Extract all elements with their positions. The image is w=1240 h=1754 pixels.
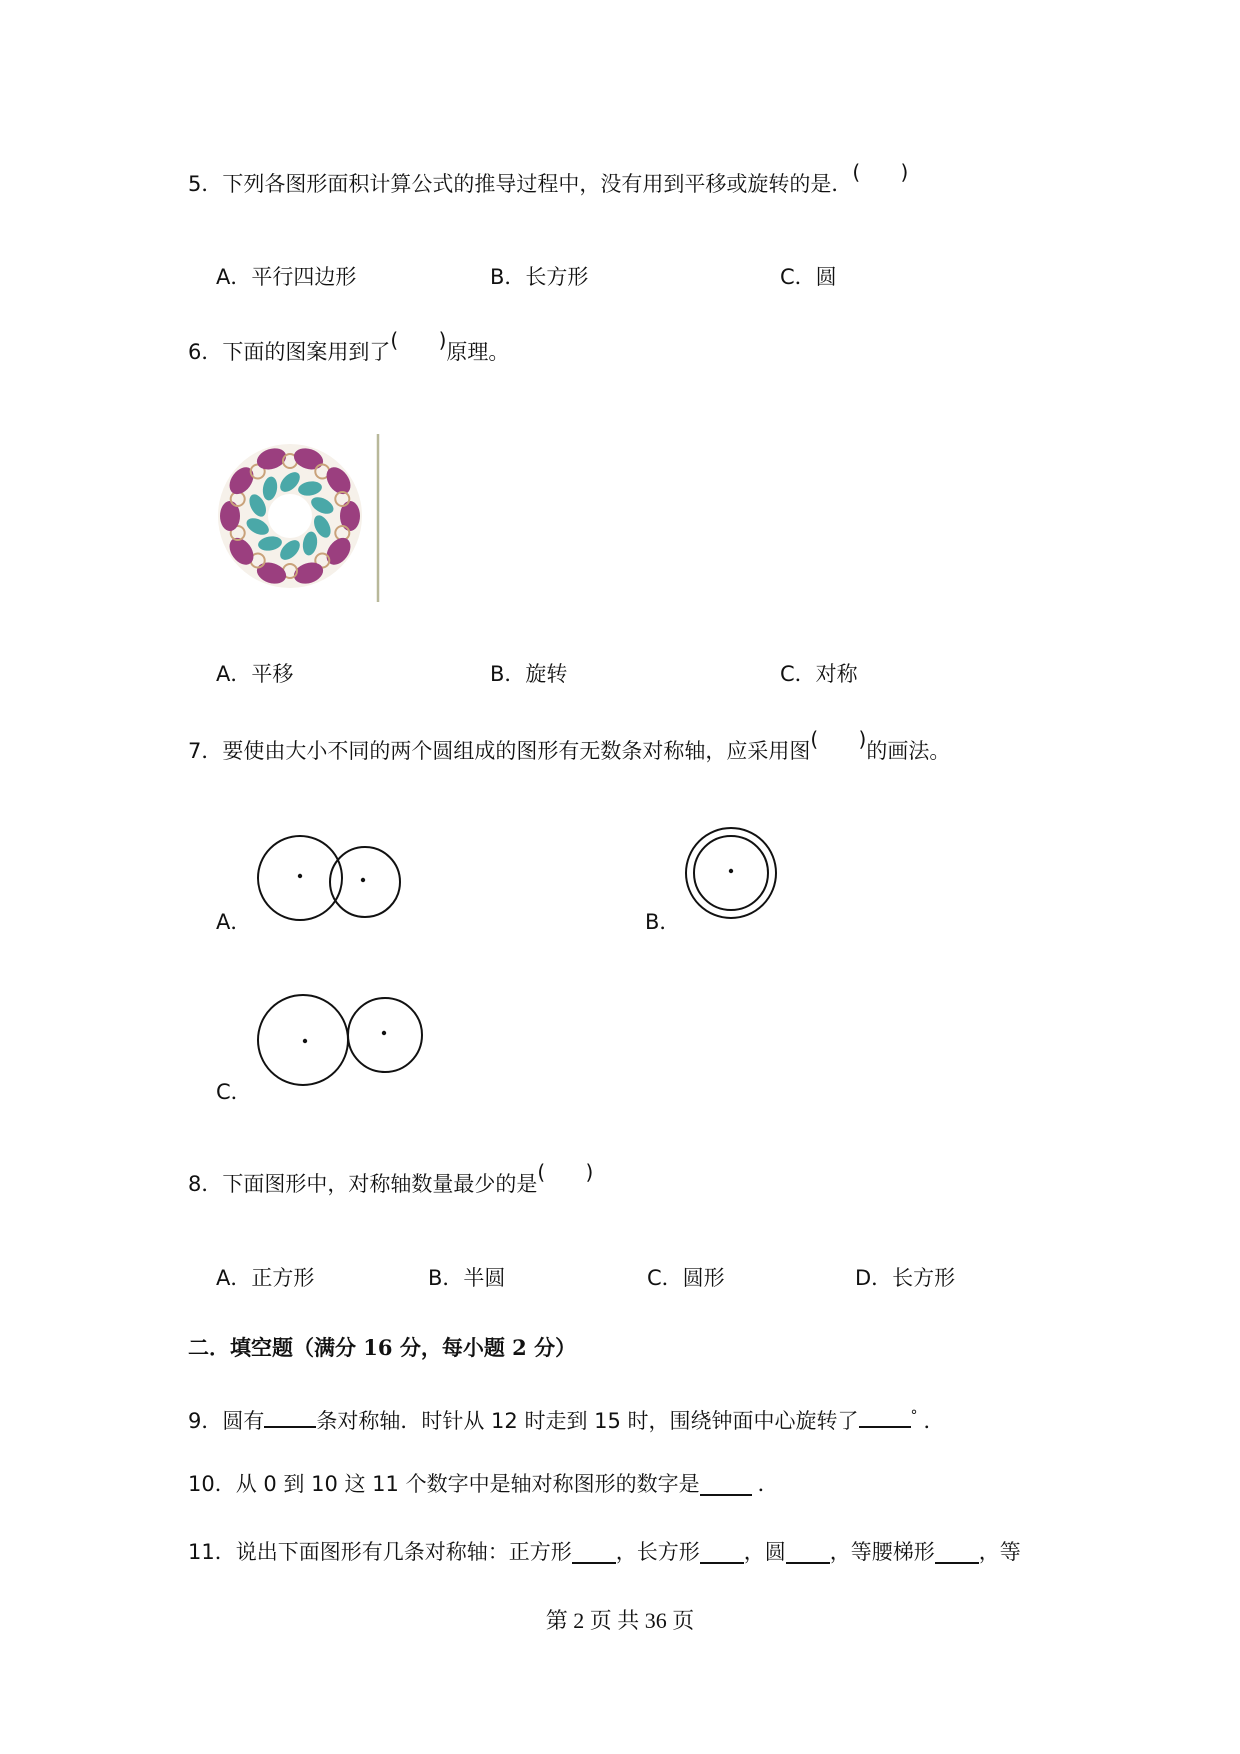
q8-option-c: C．圆形 (647, 1266, 725, 1290)
q7-text-before: 7．要使由大小不同的两个圆组成的图形有无数条对称轴，应采用图 (188, 739, 811, 763)
q7-figure-a-intersecting-circles (250, 828, 410, 928)
q9-text-2: 条对称轴．时针从 12 时走到 15 时，围绕钟面中心旋转了 (316, 1409, 859, 1433)
q11-stem (188, 1538, 1021, 1566)
q10-blank[interactable] (700, 1470, 752, 1496)
q5-option-c: C．圆 (780, 265, 837, 289)
q11-blank-rectangle[interactable] (700, 1538, 744, 1564)
pattern-center (268, 494, 312, 538)
q8-stem (188, 1160, 594, 1198)
q6-text-before: 6．下面的图案用到了 (188, 340, 391, 364)
q5-option-a: A．平行四边形 (216, 265, 357, 289)
q7-option-a-label: A． (216, 910, 252, 934)
q7c-small-circle (348, 998, 422, 1072)
q11-text-5: ，等 (978, 1540, 1021, 1564)
q7-stem (188, 727, 951, 765)
q8-option-b: B．半圆 (428, 1266, 506, 1290)
q7c-small-center (382, 1031, 386, 1035)
q6-stem (188, 328, 510, 366)
q10-text-2: ． (757, 1472, 779, 1496)
q7-text-after: 的画法。 (866, 739, 951, 763)
q7c-large-circle (258, 995, 348, 1085)
q9-text-1: 9．圆有 (188, 1409, 265, 1433)
q11-blank-circle[interactable] (786, 1538, 830, 1564)
q10-stem (188, 1470, 779, 1498)
q8-option-a: A．正方形 (216, 1266, 315, 1290)
q9-blank-2[interactable] (859, 1402, 911, 1428)
q5-stem (188, 160, 909, 198)
q6-text-after: 原理。 (446, 340, 510, 364)
q7-option-b-label: B． (645, 910, 681, 934)
page-footer: 第 2 页 共 36 页 (545, 1608, 695, 1633)
q11-text-2: ，长方形 (615, 1540, 700, 1564)
section-2-title: 二．填空题（满分 16 分，每小题 2 分） (188, 1335, 577, 1360)
q8-text: 8．下面图形中，对称轴数量最少的是 (188, 1172, 538, 1196)
q8-answer-paren: ( ) (537, 1160, 594, 1184)
q7b-center (729, 869, 733, 873)
q5-option-b: B．长方形 (490, 265, 589, 289)
q7-answer-paren: ( ) (810, 727, 867, 751)
q7a-small-circle (330, 847, 400, 917)
q9-text-3: ． (923, 1409, 945, 1433)
q9-degree-sign: ° (910, 1408, 918, 1424)
q5-text: 5．下列各图形面积计算公式的推导过程中，没有用到平移或旋转的是． (188, 172, 853, 196)
q8-option-d: D．长方形 (855, 1266, 956, 1290)
q11-text-1: 11．说出下面图形有几条对称轴：正方形 (188, 1540, 572, 1564)
q6-answer-paren: ( ) (390, 328, 447, 352)
q7-option-c-label: C． (216, 1080, 252, 1104)
q6-option-c: C．对称 (780, 662, 858, 686)
q6-option-a: A．平移 (216, 662, 294, 686)
q11-blank-trapezoid[interactable] (935, 1538, 979, 1564)
q6-rotation-pattern-image (212, 430, 392, 605)
q6-option-b: B．旋转 (490, 662, 568, 686)
q7-figure-c-tangent-circles (250, 990, 430, 1090)
q11-text-3: ，圆 (743, 1540, 786, 1564)
q7c-large-center (303, 1039, 307, 1043)
q7a-small-center (361, 878, 365, 882)
q7a-large-center (298, 874, 302, 878)
q9-blank-1[interactable] (264, 1402, 316, 1428)
q5-answer-paren: ( ) (852, 160, 909, 184)
q11-text-4: ，等腰梯形 (829, 1540, 935, 1564)
q11-blank-square[interactable] (572, 1538, 616, 1564)
q10-text-1: 10．从 0 到 10 这 11 个数字中是轴对称图形的数字是 (188, 1472, 700, 1496)
q9-stem (188, 1402, 945, 1435)
q7-figure-b-concentric-circles (683, 827, 783, 927)
